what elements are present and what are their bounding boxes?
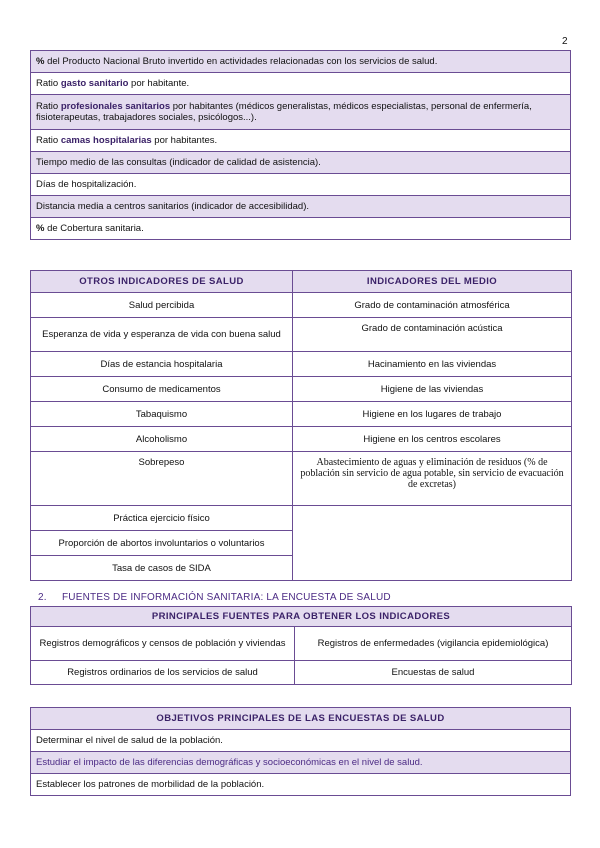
section-heading: 2. FUENTES DE INFORMACIÓN SANITARIA: LA ENCUESTA DE SALUD <box>38 592 391 603</box>
header-otros-indicadores: OTROS INDICADORES DE SALUD <box>31 271 293 293</box>
table-cell: Hacinamiento en las viviendas <box>293 352 572 377</box>
empty-cell <box>293 506 572 581</box>
table-cell: Grado de contaminación atmosférica <box>293 293 572 318</box>
page-number: 2 <box>562 36 568 47</box>
list-item: % del Producto Nacional Bruto invertido en actividades relacionadas con los servicios de salud. <box>31 51 571 73</box>
table-cell: Esperanza de vida y esperanza de vida con buena salud <box>31 318 293 352</box>
list-item: Días de hospitalización. <box>31 174 571 196</box>
list-item: Ratio camas hospitalarias por habitantes. <box>31 130 571 152</box>
list-item: % de Cobertura sanitaria. <box>31 218 571 240</box>
list-item: Tiempo medio de las consultas (indicador de calidad de asistencia). <box>31 152 571 174</box>
table-cell: Registros demográficos y censos de población y viviendas <box>31 627 295 661</box>
list-item: Establecer los patrones de morbilidad de la población. <box>31 774 571 796</box>
table-cell: Encuestas de salud <box>295 661 572 685</box>
table-cell: Salud percibida <box>31 293 293 318</box>
sources-header: PRINCIPALES FUENTES PARA OBTENER LOS INDICADORES <box>31 607 572 627</box>
list-item: Determinar el nivel de salud de la población. <box>31 730 571 752</box>
table-cell: Práctica ejercicio físico <box>31 506 293 531</box>
objectives-table <box>30 707 571 796</box>
table-cell: Alcoholismo <box>31 427 293 452</box>
header-indicadores-medio: INDICADORES DEL MEDIO <box>293 271 572 293</box>
table-cell: Higiene de las viviendas <box>293 377 572 402</box>
list-item: Estudiar el impacto de las diferencias demográficas y socioeconómicas en el nivel de salud. <box>31 752 571 774</box>
table-cell: Abastecimiento de aguas y eliminación de residuos (% de población sin servicio de agua potable, sin servicio de evacuación de excretas) <box>293 452 572 506</box>
list-item: Ratio profesionales sanitarios por habitantes (médicos generalistas, médicos especialistas, personal de enfermería, fisioterapeutas, trabajadores sociales, psicólogos...). <box>31 95 571 130</box>
table-cell: Registros de enfermedades (vigilancia epidemiológica) <box>295 627 572 661</box>
objectives-header: OBJETIVOS PRINCIPALES DE LAS ENCUESTAS DE SALUD <box>31 708 571 730</box>
table-cell: Registros ordinarios de los servicios de salud <box>31 661 295 685</box>
table-cell: Proporción de abortos involuntarios o voluntarios <box>31 531 293 556</box>
table-cell: Grado de contaminación acústica <box>293 318 572 352</box>
sources-table <box>30 606 572 685</box>
list-item: Ratio gasto sanitario por habitante. <box>31 73 571 95</box>
table-cell: Higiene en los lugares de trabajo <box>293 402 572 427</box>
table-cell: Higiene en los centros escolares <box>293 427 572 452</box>
table-cell: Sobrepeso <box>31 452 293 506</box>
table-cell: Tabaquismo <box>31 402 293 427</box>
table-cell: Días de estancia hospitalaria <box>31 352 293 377</box>
health-resources-list <box>30 50 571 240</box>
indicators-table <box>30 270 572 581</box>
table-cell: Tasa de casos de SIDA <box>31 556 293 581</box>
list-item: Distancia media a centros sanitarios (indicador de accesibilidad). <box>31 196 571 218</box>
table-cell: Consumo de medicamentos <box>31 377 293 402</box>
